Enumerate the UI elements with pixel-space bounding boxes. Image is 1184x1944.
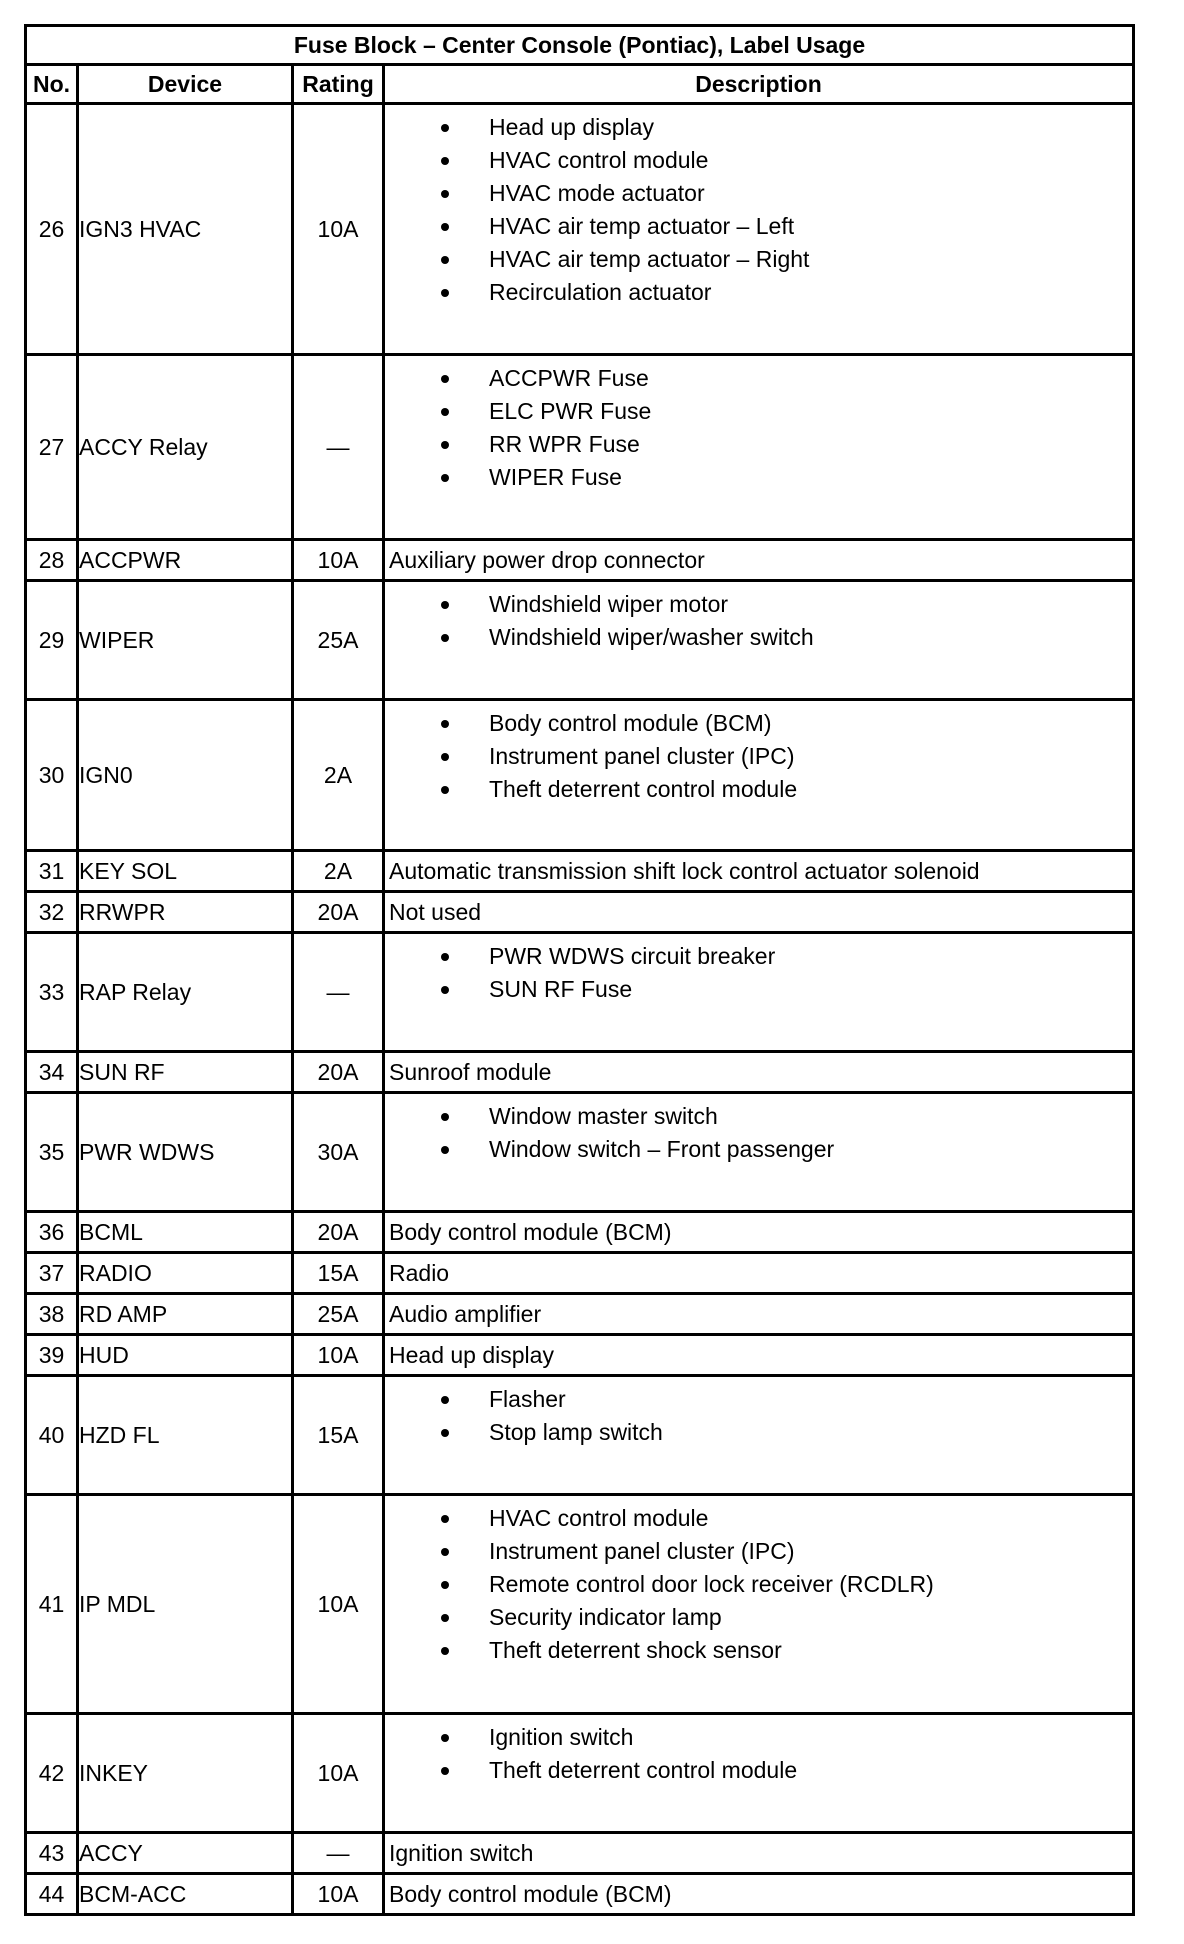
list-item-text: RR WPR Fuse	[489, 431, 640, 457]
bullet-icon	[441, 223, 449, 231]
header-description: Description	[384, 65, 1134, 104]
header-no: No.	[26, 65, 78, 104]
list-item-text: Windshield wiper/washer switch	[489, 624, 814, 650]
description-list	[385, 1383, 1132, 1449]
table-row	[26, 851, 1134, 892]
list-item-text: ACCPWR Fuse	[489, 365, 649, 391]
bullet-icon	[441, 953, 449, 961]
table-row	[26, 1335, 1134, 1376]
list-item	[385, 1721, 1132, 1754]
row-number: 34	[26, 1052, 78, 1093]
bullet-icon	[441, 1429, 449, 1437]
fuse-rating: 15A	[293, 1253, 384, 1294]
list-item	[385, 395, 1132, 428]
list-item-text: Window switch – Front passenger	[489, 1136, 835, 1162]
row-number: 28	[26, 540, 78, 581]
list-item	[385, 428, 1132, 461]
list-item	[385, 362, 1132, 395]
description-cell	[384, 355, 1134, 540]
bullet-icon	[441, 786, 449, 794]
bullet-icon	[441, 986, 449, 994]
description-list	[385, 1100, 1132, 1166]
list-item	[385, 461, 1132, 494]
header-device: Device	[78, 65, 293, 104]
description-list	[385, 1721, 1132, 1787]
device-name: BCM-ACC	[78, 1874, 293, 1915]
table-row	[26, 892, 1134, 933]
fuse-rating: 30A	[293, 1093, 384, 1212]
row-number: 31	[26, 851, 78, 892]
table-row	[26, 540, 1134, 581]
fuse-rating: —	[293, 1833, 384, 1874]
device-name: HZD FL	[78, 1376, 293, 1495]
table-row	[26, 1093, 1134, 1212]
list-item-text: Ignition switch	[489, 1724, 634, 1750]
fuse-rating: 2A	[293, 700, 384, 851]
list-item-text: Theft deterrent control module	[489, 1757, 798, 1783]
description-cell	[384, 1495, 1134, 1714]
list-item-text: Instrument panel cluster (IPC)	[489, 1538, 795, 1564]
table-row	[26, 581, 1134, 700]
description-text: Body control module (BCM)	[384, 1874, 1134, 1915]
list-item-text: Windshield wiper motor	[489, 591, 729, 617]
list-item-text: Theft deterrent control module	[489, 776, 798, 802]
table-row	[26, 1052, 1134, 1093]
bullet-icon	[441, 408, 449, 416]
description-cell	[384, 933, 1134, 1052]
list-item	[385, 111, 1132, 144]
list-item	[385, 1634, 1132, 1667]
fuse-table	[24, 24, 1135, 1916]
table-row	[26, 355, 1134, 540]
list-item	[385, 940, 1132, 973]
list-item-text: SUN RF Fuse	[489, 976, 633, 1002]
device-name: PWR WDWS	[78, 1093, 293, 1212]
row-number: 38	[26, 1294, 78, 1335]
row-number: 30	[26, 700, 78, 851]
device-name: WIPER	[78, 581, 293, 700]
fuse-rating: 20A	[293, 1212, 384, 1253]
bullet-icon	[441, 753, 449, 761]
fuse-rating: 20A	[293, 1052, 384, 1093]
row-number: 32	[26, 892, 78, 933]
list-item	[385, 144, 1132, 177]
bullet-icon	[441, 441, 449, 449]
description-list	[385, 707, 1132, 806]
list-item	[385, 1502, 1132, 1535]
device-name: HUD	[78, 1335, 293, 1376]
device-name: IGN3 HVAC	[78, 104, 293, 355]
bullet-icon	[441, 1767, 449, 1775]
list-item	[385, 588, 1132, 621]
bullet-icon	[441, 1581, 449, 1589]
list-item-text: PWR WDWS circuit breaker	[489, 943, 776, 969]
bullet-icon	[441, 601, 449, 609]
table-row	[26, 700, 1134, 851]
fuse-rating: 10A	[293, 104, 384, 355]
description-list	[385, 362, 1132, 494]
bullet-icon	[441, 1548, 449, 1556]
list-item-text: Window master switch	[489, 1103, 718, 1129]
device-name: RADIO	[78, 1253, 293, 1294]
bullet-icon	[441, 1515, 449, 1523]
description-text: Audio amplifier	[384, 1294, 1134, 1335]
header-rating: Rating	[293, 65, 384, 104]
fuse-rating: 10A	[293, 1874, 384, 1915]
list-item-text: Head up display	[489, 114, 654, 140]
bullet-icon	[441, 190, 449, 198]
fuse-rating: 10A	[293, 540, 384, 581]
fuse-rating: —	[293, 355, 384, 540]
row-number: 37	[26, 1253, 78, 1294]
table-title: Fuse Block – Center Console (Pontiac), Label Usage	[26, 26, 1134, 65]
list-item	[385, 1133, 1132, 1166]
row-number: 43	[26, 1833, 78, 1874]
fuse-rating: —	[293, 933, 384, 1052]
fuse-table-container	[24, 24, 1132, 1916]
device-name: KEY SOL	[78, 851, 293, 892]
list-item	[385, 1754, 1132, 1787]
list-item-text: HVAC control module	[489, 1505, 709, 1531]
fuse-rating: 10A	[293, 1714, 384, 1833]
row-number: 26	[26, 104, 78, 355]
device-name: IP MDL	[78, 1495, 293, 1714]
bullet-icon	[441, 1396, 449, 1404]
device-name: ACCPWR	[78, 540, 293, 581]
device-name: RD AMP	[78, 1294, 293, 1335]
description-text: Sunroof module	[384, 1052, 1134, 1093]
header-row	[26, 65, 1134, 104]
table-row	[26, 1253, 1134, 1294]
fuse-rating: 10A	[293, 1495, 384, 1714]
description-cell	[384, 104, 1134, 355]
list-item-text: HVAC mode actuator	[489, 180, 705, 206]
table-row	[26, 1874, 1134, 1915]
list-item	[385, 276, 1132, 309]
device-name: ACCY	[78, 1833, 293, 1874]
device-name: INKEY	[78, 1714, 293, 1833]
table-row	[26, 1212, 1134, 1253]
list-item-text: HVAC air temp actuator – Right	[489, 246, 810, 272]
description-cell	[384, 581, 1134, 700]
table-row	[26, 104, 1134, 355]
table-row	[26, 1294, 1134, 1335]
bullet-icon	[441, 720, 449, 728]
fuse-rating: 25A	[293, 581, 384, 700]
bullet-icon	[441, 634, 449, 642]
description-list	[385, 111, 1132, 309]
list-item-text: WIPER Fuse	[489, 464, 622, 490]
list-item-text: Instrument panel cluster (IPC)	[489, 743, 795, 769]
description-text: Automatic transmission shift lock control actuator solenoid	[384, 851, 1134, 892]
description-cell	[384, 1376, 1134, 1495]
list-item	[385, 1100, 1132, 1133]
list-item	[385, 740, 1132, 773]
list-item-text: ELC PWR Fuse	[489, 398, 652, 424]
device-name: RRWPR	[78, 892, 293, 933]
list-item	[385, 1383, 1132, 1416]
description-cell	[384, 1714, 1134, 1833]
bullet-icon	[441, 1734, 449, 1742]
device-name: RAP Relay	[78, 933, 293, 1052]
description-text: Not used	[384, 892, 1134, 933]
bullet-icon	[441, 1146, 449, 1154]
bullet-icon	[441, 1647, 449, 1655]
list-item-text: Security indicator lamp	[489, 1604, 722, 1630]
description-list	[385, 588, 1132, 654]
device-name: BCML	[78, 1212, 293, 1253]
list-item	[385, 210, 1132, 243]
bullet-icon	[441, 157, 449, 165]
list-item	[385, 621, 1132, 654]
list-item-text: Flasher	[489, 1386, 566, 1412]
fuse-rating: 15A	[293, 1376, 384, 1495]
description-text: Head up display	[384, 1335, 1134, 1376]
table-row	[26, 1833, 1134, 1874]
row-number: 40	[26, 1376, 78, 1495]
row-number: 39	[26, 1335, 78, 1376]
description-cell	[384, 1093, 1134, 1212]
list-item	[385, 773, 1132, 806]
table-row	[26, 1376, 1134, 1495]
list-item-text: HVAC air temp actuator – Left	[489, 213, 795, 239]
list-item	[385, 243, 1132, 276]
description-text: Ignition switch	[384, 1833, 1134, 1874]
bullet-icon	[441, 474, 449, 482]
list-item-text: Remote control door lock receiver (RCDLR)	[489, 1571, 934, 1597]
row-number: 41	[26, 1495, 78, 1714]
row-number: 33	[26, 933, 78, 1052]
row-number: 35	[26, 1093, 78, 1212]
list-item	[385, 1568, 1132, 1601]
bullet-icon	[441, 256, 449, 264]
list-item-text: HVAC control module	[489, 147, 709, 173]
list-item-text: Body control module (BCM)	[489, 710, 772, 736]
row-number: 42	[26, 1714, 78, 1833]
description-list	[385, 1502, 1132, 1667]
bullet-icon	[441, 1614, 449, 1622]
device-name: IGN0	[78, 700, 293, 851]
bullet-icon	[441, 289, 449, 297]
bullet-icon	[441, 124, 449, 132]
fuse-rating: 25A	[293, 1294, 384, 1335]
list-item	[385, 707, 1132, 740]
fuse-rating: 20A	[293, 892, 384, 933]
list-item	[385, 1535, 1132, 1568]
list-item	[385, 1601, 1132, 1634]
description-text: Body control module (BCM)	[384, 1212, 1134, 1253]
row-number: 44	[26, 1874, 78, 1915]
list-item	[385, 973, 1132, 1006]
description-list	[385, 940, 1132, 1006]
table-row	[26, 1495, 1134, 1714]
description-cell	[384, 700, 1134, 851]
description-text: Radio	[384, 1253, 1134, 1294]
bullet-icon	[441, 375, 449, 383]
row-number: 27	[26, 355, 78, 540]
device-name: SUN RF	[78, 1052, 293, 1093]
list-item	[385, 1416, 1132, 1449]
table-body	[26, 104, 1134, 1915]
table-row	[26, 1714, 1134, 1833]
list-item-text: Recirculation actuator	[489, 279, 712, 305]
row-number: 36	[26, 1212, 78, 1253]
fuse-rating: 2A	[293, 851, 384, 892]
list-item	[385, 177, 1132, 210]
list-item-text: Stop lamp switch	[489, 1419, 663, 1445]
description-text: Auxiliary power drop connector	[384, 540, 1134, 581]
row-number: 29	[26, 581, 78, 700]
bullet-icon	[441, 1113, 449, 1121]
fuse-rating: 10A	[293, 1335, 384, 1376]
table-row	[26, 933, 1134, 1052]
list-item-text: Theft deterrent shock sensor	[489, 1637, 782, 1663]
device-name: ACCY Relay	[78, 355, 293, 540]
